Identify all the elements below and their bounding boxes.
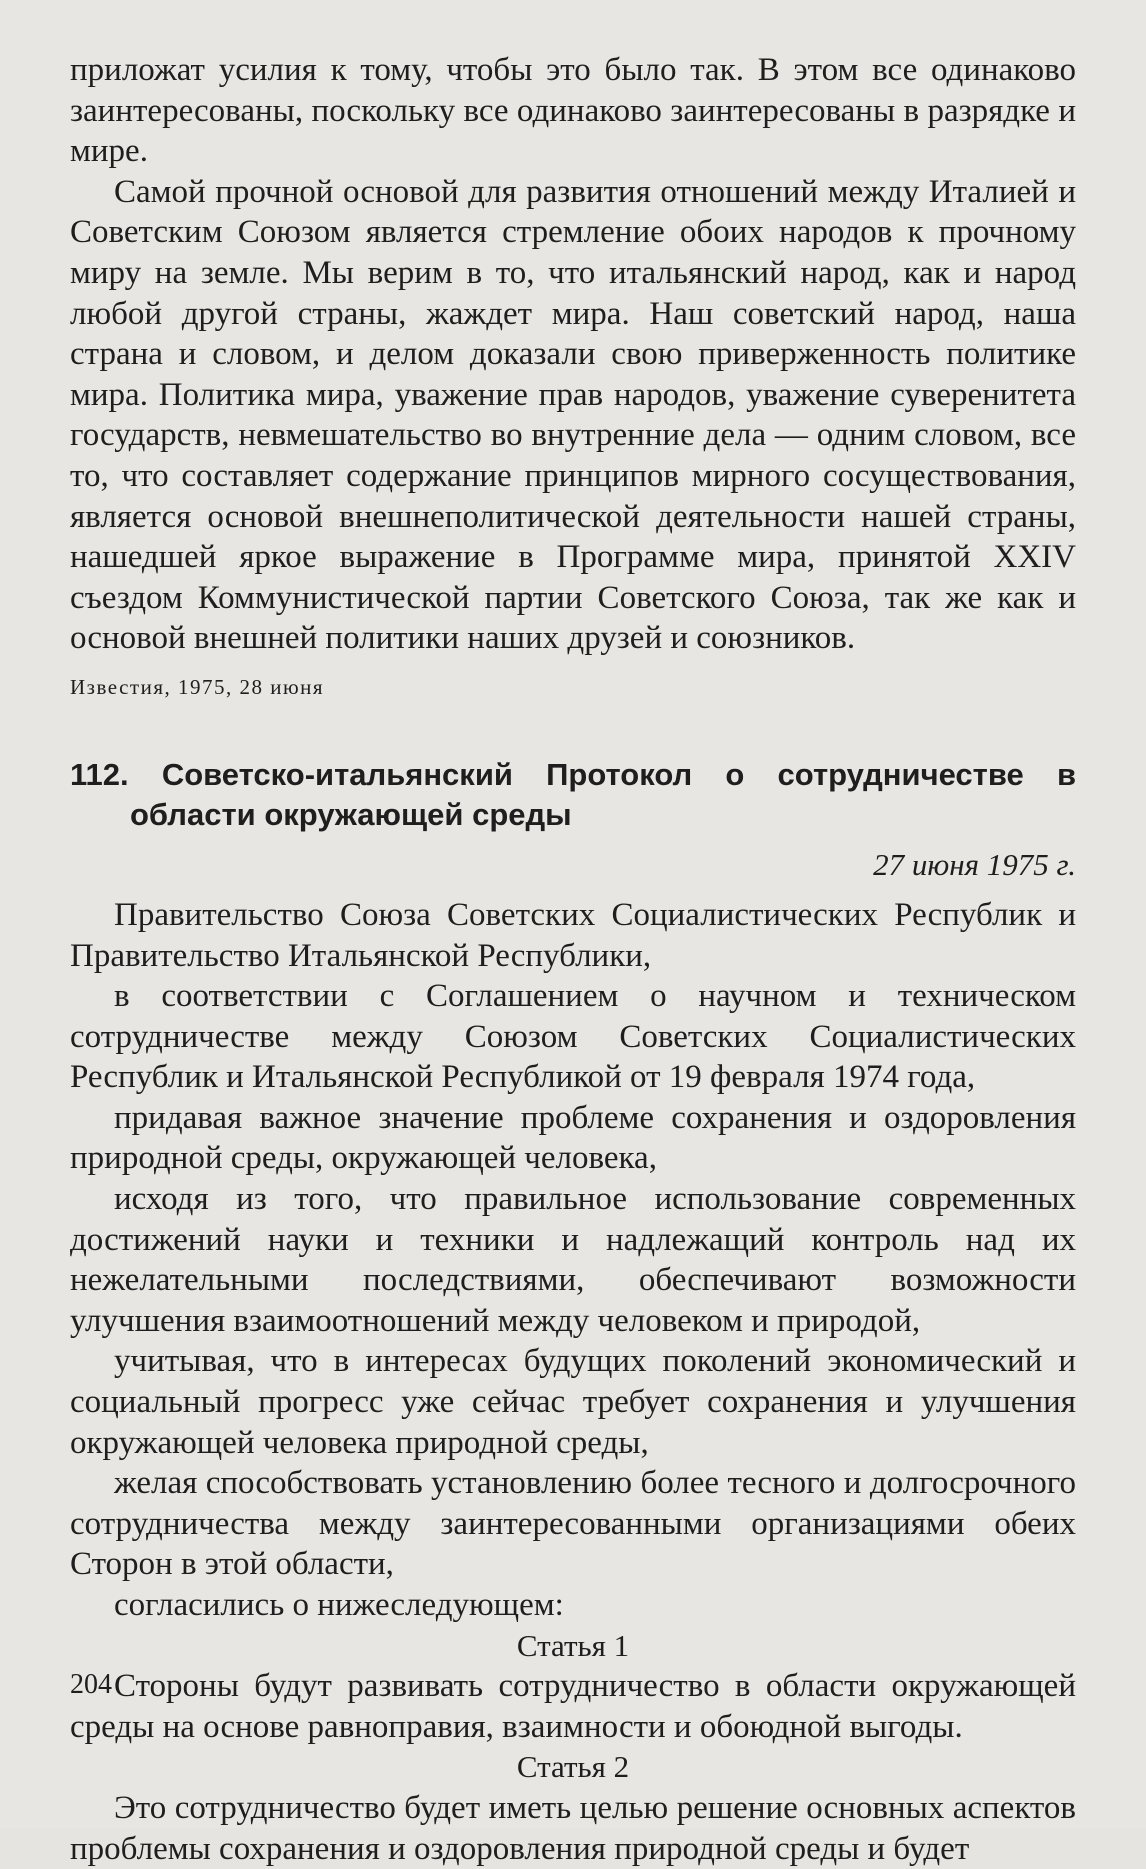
- page-number: 204: [70, 1669, 112, 1700]
- preamble-paragraph: желая способствовать установлению более тесного и долгосрочного сотрудничества между заинтересованными организациями обеих Сторон в этой области,: [70, 1465, 1076, 1583]
- preamble-paragraph: согласились о нижеследующем:: [114, 1587, 564, 1623]
- dateline: 27 июня 1975 г.: [873, 846, 1076, 882]
- preamble-paragraph: придавая важное значение проблеме сохранения и оздоровления природной среды, окружающей человека,: [70, 1099, 1076, 1177]
- article-2-text: Это сотрудничество будет иметь целью решение основных аспектов проблемы сохранения и оздоровления природной среды и будет: [70, 1789, 1076, 1867]
- page-content: [70, 50, 1076, 1869]
- preamble-paragraph: в соответствии с Соглашением о научном и техническом сотрудничестве между Союзом Советских Социалистических Республик и Итальянской Республикой от 19 февраля 1974 года,: [70, 978, 1076, 1096]
- article-1-text: Стороны будут развивать сотрудничество в области окружающей среды на основе равноправия, взаимности и обоюдной выгоды.: [70, 1668, 1076, 1745]
- preamble-paragraph: учитывая, что в интересах будущих поколений экономический и социальный прогресс уже сейчас требует сохранения и улучшения окружающей человека природной среды,: [70, 1343, 1076, 1461]
- opening-paragraph: приложат усилия к тому, чтобы это было так. В этом все одинаково заинтересованы, поскольку все одинаково заинтересованы в разрядке и мире.: [70, 52, 1076, 170]
- preamble-paragraph: исходя из того, что правильное использование современных достижений науки и техники и надлежащий контроль над их нежелательными последствиями, обеспечивают возможности улучшения взаимоотношений между человеком и природой,: [70, 1181, 1076, 1339]
- intro-paragraph: Самой прочной основой для развития отношений между Италией и Советским Союзом является стремление обоих народов к прочному миру на земле. Мы верим в то, что итальянский народ, как и народ любой другой страны, жаждет мира. Наш советский народ, наша страна и словом, и делом доказали свою приверженность политике мира. Политика мира, уважение прав народов, уважение суверенитета государств, невмешательство во внутренние дела — одним словом, все то, что составляет содержание принципов мирного сосуществования, является основой внешнеполитической деятельности нашей страны, нашедшей яркое выражение в Программе мира, принятой XXIV съездом Коммунистической партии Советского Союза, так же как и основой внешней политики наших друзей и союзников.: [70, 173, 1076, 657]
- preamble-paragraph: Правительство Союза Советских Социалистических Республик и Правительство Итальянской Республики,: [70, 896, 1076, 974]
- source-citation: Известия, 1975, 28 июня: [70, 674, 325, 699]
- article-2-title: Статья 2: [516, 1749, 630, 1785]
- article-1-title: Статья 1: [516, 1627, 630, 1663]
- section-heading: 112. Советско-итальянский Протокол о сотрудничестве в области окружающей среды: [70, 756, 1076, 832]
